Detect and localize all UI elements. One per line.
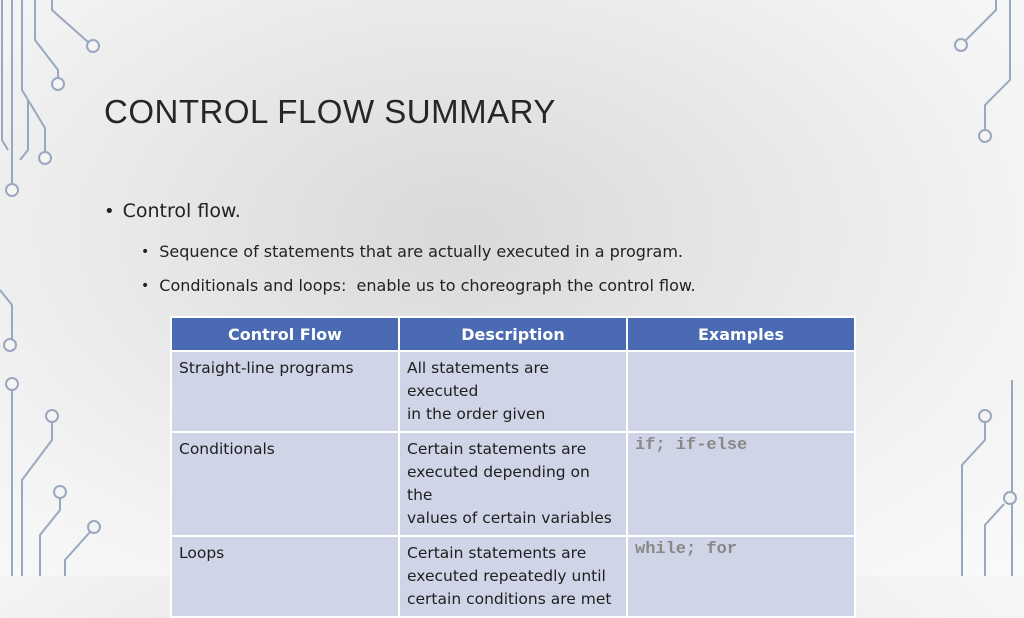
header-description: Description [399, 317, 627, 351]
description-line: Certain statements are [407, 544, 587, 562]
description-line: Certain statements are [407, 440, 587, 458]
cell-flow: Conditionals [171, 432, 399, 536]
slide-title: CONTROL FLOW SUMMARY [104, 93, 556, 130]
circuit-bottom-left [0, 290, 100, 576]
circuit-top-left [2, 0, 99, 196]
cell-description [399, 351, 627, 432]
cell-description [399, 432, 627, 536]
bullet-main-text: Control flow. [122, 200, 241, 222]
description-line: certain conditions are met [407, 590, 612, 608]
bullet-sub-1-text: Sequence of statements that are actually executed in a program. [159, 242, 684, 261]
cell-examples: while; for [627, 536, 855, 617]
table-row [171, 432, 855, 536]
bullet-sub-2-text: Conditionals and loops: enable us to choreograph the control flow. [159, 276, 696, 295]
header-examples: Examples [627, 317, 855, 351]
description-line: in the order given [407, 405, 546, 423]
description-line: executed depending on the [407, 463, 590, 504]
bullet-dot-icon: • [104, 200, 115, 222]
bullet-list [104, 200, 696, 295]
bullet-main [104, 200, 696, 222]
bullet-dot-icon: • [141, 243, 150, 260]
cell-examples [627, 351, 855, 432]
description-line: All statements are executed [407, 359, 550, 400]
circuit-top-right [955, 0, 1010, 142]
table-header-row [171, 317, 855, 351]
description-line: executed repeatedly until [407, 567, 606, 585]
control-flow-table [170, 316, 856, 618]
table-row [171, 351, 855, 432]
bullet-sub-1 [141, 242, 696, 261]
cell-flow: Loops [171, 536, 399, 617]
description-line: values of certain variables [407, 509, 612, 527]
header-control-flow: Control Flow [171, 317, 399, 351]
bullet-sub-2 [141, 276, 696, 295]
bullet-dot-icon: • [141, 277, 150, 294]
cell-examples: if; if-else [627, 432, 855, 536]
table-row [171, 536, 855, 617]
cell-flow: Straight-line programs [171, 351, 399, 432]
circuit-bottom-right [962, 380, 1016, 576]
cell-description [399, 536, 627, 617]
